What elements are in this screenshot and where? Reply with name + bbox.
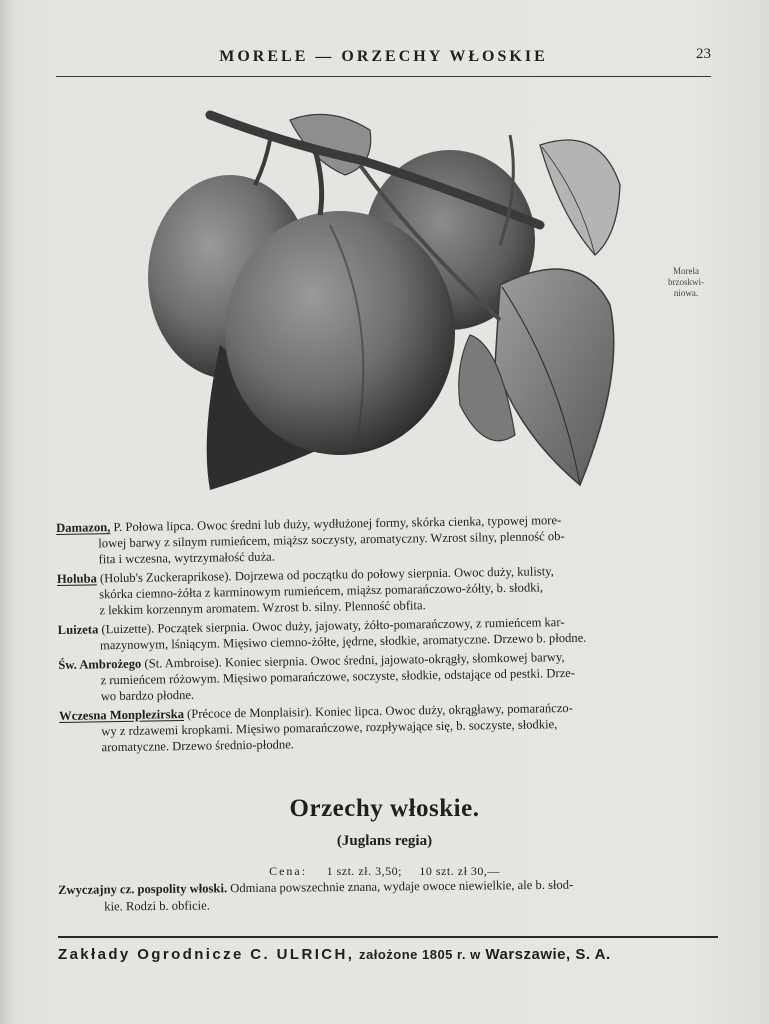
variety-name: Wczesna Monplezirska [58,707,185,723]
variety-text: (Précoce de Monplaisir). Koniec lipca. Owoc duży, okrągławy, pomarańczo- [183,700,573,722]
variety-text: (Holub's Zuckeraprikose). Dojrzewa od początku do połowy sierpnia. Owoc duży, kulisty, [96,564,554,586]
caption-line: Morela [673,266,699,276]
variety-name: Holuba [56,571,97,586]
firm-name: Zakłady Ogrodnicze C. ULRICH, [58,946,355,963]
founded-text: założone 1805 r. w [358,947,481,962]
variety-text: z lekkim korzennym aromatem. Wzrost b. silny. Plenność obfita. [99,598,426,618]
variety-entry-monplezirska [59,698,725,756]
section-title: Orzechy włoskie. [289,795,480,822]
caption-line: niowa. [673,288,699,298]
variety-entry-holuba [57,561,723,619]
variety-text: aromatyczne. Drzewo średnio-płodne. [101,737,294,755]
variety-text: mazynowym, lśniącym. Mięsiwo ciemno-żółte, jędrne, słodkie, aromatyczne. Drzewo b. płodne. [99,630,587,653]
caption-line: brzoskwi- [668,277,704,287]
leaf-right-large [495,269,614,485]
walnut-variety-text: kie. Rodzi b. obficie. [104,898,210,914]
apricot-variety-list [56,510,725,759]
variety-text: P. Połowa lipca. Owoc średni lub duży, wydłużonej formy, skórka cienka, typowej more- [110,513,562,535]
page-footer [58,936,718,963]
variety-entry-ambrozego [58,647,724,705]
section-subtitle: (Juglans regia) [336,833,433,849]
variety-text: (St. Ambroise). Koniec sierpnia. Owoc średni, jajowato-okrągły, słomkowej barwy, [141,650,565,671]
leaf-top-right [540,140,620,255]
page-header [56,46,711,77]
variety-name: Św. Ambrożego [58,656,142,672]
variety-name: Luizeta [57,622,99,637]
walnut-variety-text: Odmiana powszechnie znana, wydaje owoce niewielkie, ale b. słod- [226,877,574,896]
variety-name: Damazon, [56,520,111,535]
walnut-variety-entry [58,875,718,916]
walnut-variety-name: Zwyczajny cz. pospolity włoski. [58,881,228,897]
variety-text: wy z rdzawemi kropkami. Mięsiwo pomarańczowe, rozpływające się, b. soczyste, słodkie, [101,717,558,739]
variety-text: z rumieńcem różowym. Mięsiwo pomarańczowe, soczyste, słodkie, odstające od pestki. Drze- [100,665,576,688]
illustration-caption [656,266,716,299]
price-label: Cena: [269,864,308,878]
city-name: Warszawie, S. A. [485,946,611,963]
apricot-illustration [140,105,640,500]
running-title: MORELE — ORZECHY WŁOSKIE [219,48,548,65]
price-single: 1 szt. zł. 3,50; [326,864,402,878]
page-number: 23 [696,46,711,62]
variety-text: skórka ciemno-żółta z karminowym rumieńcem, miąższ pomarańczowo-żółty, b. słodki, [99,580,544,602]
variety-text: wo bardzo płodne. [100,687,195,704]
variety-entry-damazon [56,510,722,568]
variety-text: (Luizette). Początek sierpnia. Owoc duży, jajowaty, żółto-pomarańczowy, z rumieńcem kar- [98,615,565,637]
variety-text: lowej barwy z silnym rumieńcem, miąższ soczysty, aromatyczny. Wzrost silny, plenność ob- [98,529,565,551]
price-ten: 10 szt. zł 30,— [419,864,500,878]
variety-text: fita i wczesna, wytrzymałość duża. [98,549,275,567]
